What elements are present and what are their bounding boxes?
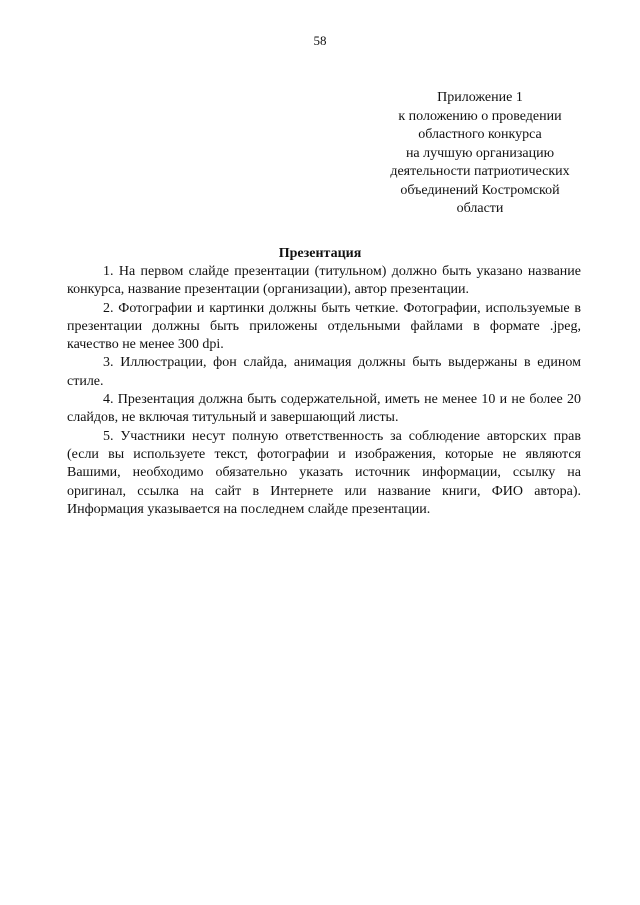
page-number: 58 [313, 33, 327, 48]
document-body [67, 263, 581, 519]
paragraph: 2. Фотографии и картинки должны быть четкие. Фотографии, используемые в презентации должны быть приложены отдельными файлами в формате .jpeg, качество не менее 300 dpi. [67, 300, 581, 353]
appendix-line: области [456, 201, 504, 216]
appendix-header [380, 89, 580, 219]
paragraph: 4. Презентация должна быть содержательной, иметь не менее 10 и не более 20 слайдов, не включая титульный и завершающий листы. [67, 392, 581, 426]
section-title: Презентация [278, 246, 362, 261]
appendix-line: на лучшую организацию [405, 145, 555, 161]
paragraph: 5. Участники несут полную ответственность за соблюдение авторских прав (если вы используете текст, фотографии и изображения, которые не являются Вашими, необходимо обязательно указать источник информации, ссылку на оригинал, ссылка на сайт в Интернете или название книги, ФИО автора). Информация указывается на последнем слайде презентации. [67, 428, 581, 517]
appendix-line: областного конкурса [418, 127, 542, 142]
appendix-line: объединений Костромской [400, 182, 560, 198]
paragraph: 1. На первом слайде презентации (титульном) должно быть указано название конкурса, название презентации (организации), автор презентации. [67, 264, 581, 298]
appendix-line: к положению о проведении [398, 108, 562, 124]
paragraph: 3. Иллюстрации, фон слайда, анимация должны быть выдержаны в едином стиле. [67, 355, 581, 389]
appendix-line: Приложение 1 [437, 90, 523, 105]
appendix-line: деятельности патриотических [390, 164, 570, 179]
